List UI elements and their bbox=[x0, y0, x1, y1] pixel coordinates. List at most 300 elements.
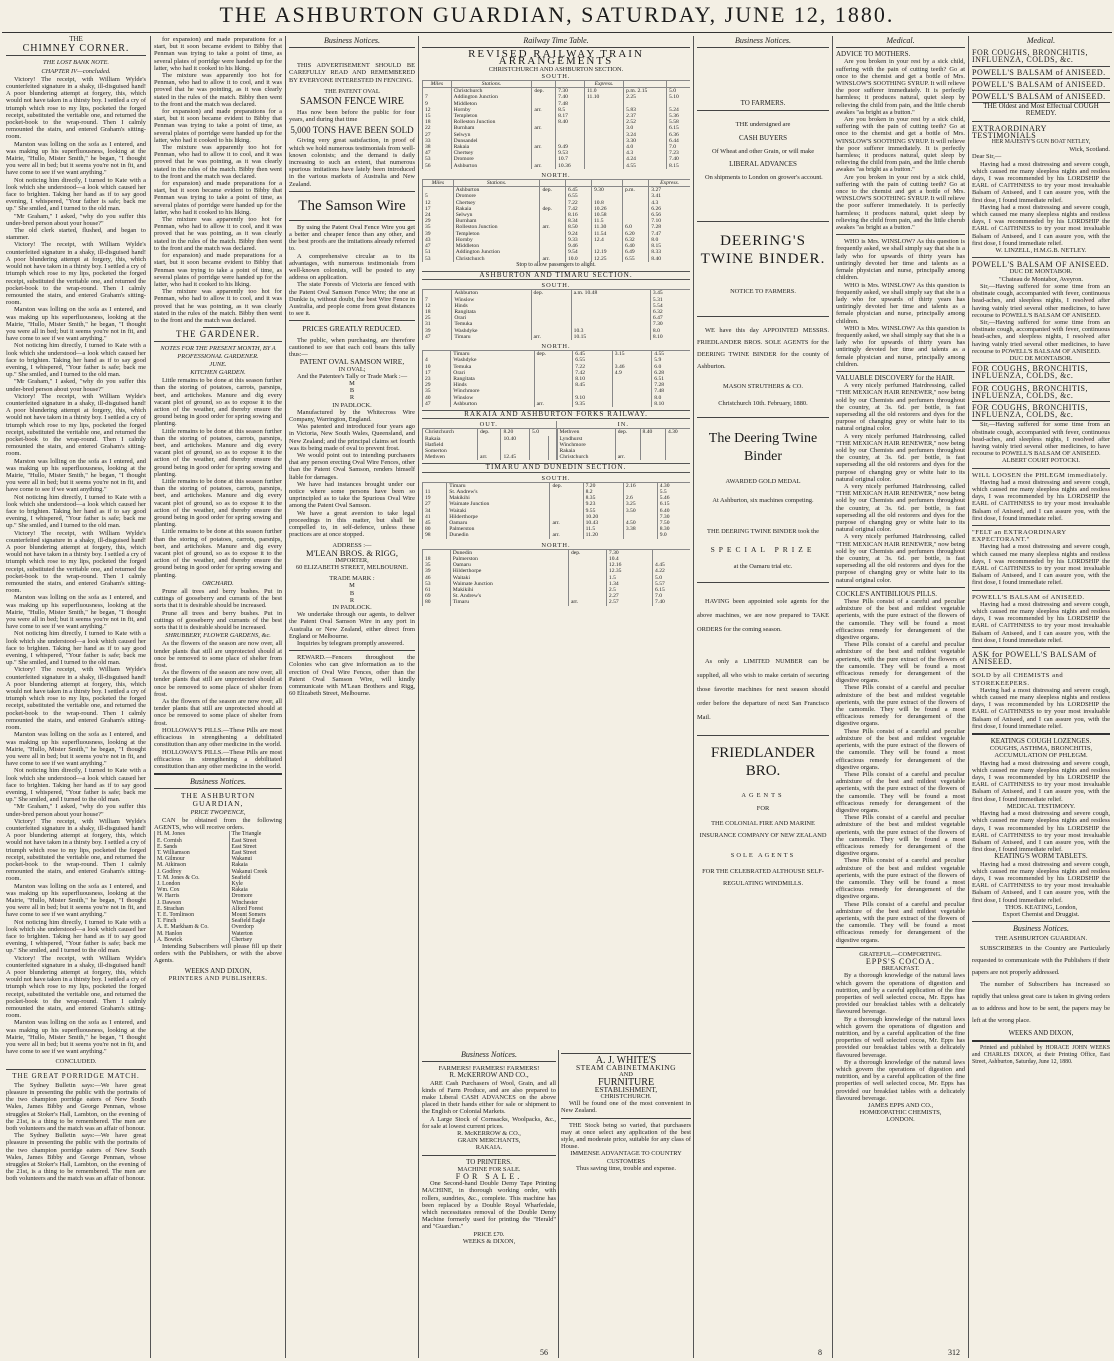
divider bbox=[972, 590, 1110, 591]
timetable-row-cell: 7.40 bbox=[653, 599, 691, 605]
samson-fence-title: SAMSON FENCE WIRE bbox=[300, 96, 404, 108]
timetable-row-cell: Addington Junction bbox=[453, 249, 540, 255]
column-gardener bbox=[154, 36, 282, 1358]
timetable-row-cell: 10 bbox=[423, 364, 451, 370]
timetable-row-cell: 6.55 bbox=[565, 193, 591, 199]
timetable-row-cell: arr. bbox=[532, 125, 556, 131]
agent-row-cell: Waterton bbox=[229, 931, 282, 937]
agent-row-cell: Mount Somers bbox=[229, 912, 282, 918]
timetable-row-cell: 8.40 bbox=[640, 429, 665, 435]
coughs-heading: FOR COUGHS, BRONCHITIS, INFLUENZA, COLDS, &c. bbox=[972, 48, 1088, 65]
powell-ad bbox=[972, 47, 1110, 66]
gunboat-line: HER MAJESTY'S GUN BOAT NETLEY, bbox=[991, 139, 1091, 146]
timetable-row-cell: 12.45 bbox=[501, 454, 530, 460]
divider bbox=[836, 947, 965, 948]
stop-note: Stop to allow passengers to alight. bbox=[516, 261, 596, 268]
timetable-row-cell: Winslow bbox=[452, 297, 531, 303]
divider bbox=[422, 1061, 556, 1062]
timetable-row-cell: 9.49 bbox=[556, 144, 585, 150]
story-paragraph: Victory! The receipt, with William Wylde's counterfeited signature in a shaky, ill-disguised hand! A poor blundering attempt at forgery, this, which would not have taken in a thirsty boy. I settled a cry of triumph which rose to my lips, pocketed the forged receipt, substituted the veritable one, and returned the pocket-book to the wrap-round. Then I calmly remounted the stairs, and entered Graham's sitting-room. bbox=[6, 529, 146, 595]
timetable-row-cell: Hornby bbox=[453, 237, 540, 243]
porridge-paragraph: for expansion) and made preparations for a start, but it soon became evident to Bibby that Penman was trying to take a point of time, as several plates of porridge were handed up for the latter, who had it cooked to his liking. bbox=[154, 180, 282, 216]
timetable-row-cell: 8.16 bbox=[565, 212, 591, 218]
timetable-row-cell: arr. bbox=[534, 401, 573, 407]
timetable-row-cell: 98 bbox=[423, 532, 447, 538]
timetable-row-cell: 10.36 bbox=[556, 163, 585, 169]
sold-heading: SOLD by all CHEMISTS and STOREKEEPERS. bbox=[972, 672, 1064, 687]
timetable-row-cell: 38 bbox=[423, 144, 452, 150]
timetable-row-cell: 6.26 bbox=[649, 206, 690, 212]
divider bbox=[697, 735, 829, 736]
agent-row-cell: T. Williamson bbox=[155, 850, 230, 856]
col-head-express: Express. bbox=[649, 180, 690, 187]
column-powell bbox=[972, 36, 1110, 1358]
importer-label: IMPORTER, bbox=[335, 556, 369, 564]
mckerrow-paragraph: ARE Cash Purchasers of Wool, Grain, and all kinds of Farm Produce, and are also prepared to make Liberal CASH ADVANCES on the above placed in their hands either for sale or shipment to the English or Colonial Markets. bbox=[422, 1079, 556, 1116]
agent-row-cell: E. Strachan bbox=[155, 906, 230, 912]
timetable-row-cell: 12.16 bbox=[606, 562, 652, 568]
timetable-row-cell: 6.51 bbox=[652, 376, 690, 382]
timetable-row-cell: 6.15 bbox=[667, 125, 691, 131]
keating-signature: Export Chemist and Druggist. bbox=[1002, 910, 1080, 918]
samson-paragraph: Has now been before the public for four years, and during that time bbox=[289, 109, 415, 124]
divider bbox=[697, 110, 829, 111]
timetable-row-cell: 11.54 bbox=[591, 231, 622, 237]
timetable-row-cell: 3.0 bbox=[624, 125, 667, 131]
timetable-row-cell: 9.30 bbox=[591, 187, 622, 194]
twine-binder-heading: TWINE BINDER. bbox=[700, 251, 826, 268]
timetable-row-cell: 8.0 bbox=[650, 328, 690, 334]
mckerrow-paragraph: A Large Stock of Cornsacks, Woolpacks, &c., for sale at lowest current prices. bbox=[422, 1115, 556, 1130]
timetable-row-cell: Hilderthorpe bbox=[447, 514, 550, 520]
timetable-row-cell: 10.43 bbox=[583, 520, 623, 526]
valuable-paragraph: A very nicely perfumed Hairdressing, called "THE MEXICAN HAIR RENEWER," now being sold by our Chemists and perfumers throughout the country, at 3s. 6d. per bottle, is fast superseding all the old restorers and dyes for the purpose of changing grey or white hair to its natural original color. bbox=[836, 533, 965, 584]
timetable-row-cell: 10.4 bbox=[606, 556, 652, 562]
agents-label: AGENTS bbox=[741, 792, 785, 800]
timetable-row-cell: arr. bbox=[615, 454, 640, 460]
timetable-row-cell: 11.5 bbox=[591, 218, 622, 224]
timetable-row-cell: St. Andrew's bbox=[450, 593, 568, 599]
timetable-row-cell: 10.20 bbox=[583, 514, 623, 520]
timetable-row-cell: 4.55 bbox=[624, 163, 667, 169]
divider bbox=[203, 327, 233, 328]
story-paragraph: Not noticing him directly, I turned to Kate with a look which she understood—a look which caused her face to brighten. Taking her hand as if to say good evening, I whispered, "Your father is safe; back me up." She smiled, and I turned to the old man. bbox=[6, 176, 146, 213]
epps-heading: EPPS'S COCOA. bbox=[865, 956, 936, 966]
timetable-row-cell: 9.55 bbox=[583, 508, 623, 514]
business-notices-label: Business Notices. bbox=[735, 36, 791, 45]
steam-heading: STEAM CABINETMAKING bbox=[575, 1063, 677, 1073]
chapter-heading: CHAPTER IV—concluded. bbox=[41, 67, 111, 75]
timetable-row-cell: Timaru bbox=[447, 483, 550, 489]
timetable-row-cell: Dromore bbox=[453, 193, 540, 199]
timetable-row-cell bbox=[548, 454, 555, 460]
who-paragraph: WHO is Mrs. WINSLOW? As this question is frequently asked, we shall simply say that she is a lady who for upwards of thirty years has untiringly devoted her time and talents as a female physician and nurse, principally among children. bbox=[836, 281, 965, 325]
timetable-row bbox=[423, 429, 556, 435]
column-mckerrow bbox=[422, 1050, 556, 1358]
guardian-price: PRICE TWOPENCE, bbox=[190, 808, 246, 816]
timetable-row-cell: Makikihi bbox=[450, 587, 568, 593]
albert-signature: ALBERT COURT POTOCKI. bbox=[1002, 457, 1080, 465]
timetable-row-cell: 3.46 bbox=[612, 364, 652, 370]
homoeopathic: HOMŒOPATHIC CHEMISTS, bbox=[859, 1109, 942, 1117]
cc-north-table bbox=[422, 180, 690, 262]
timetable-row-cell: 10.58 bbox=[591, 212, 622, 218]
epps-paragraph: By a thorough knowledge of the natural laws which govern the operations of digestion and nutrition, and by a careful application of the fine properties of well selected cocoa, Mr. Epps has provided our breakfast tables with a delicately flavoured beverage. bbox=[836, 1058, 965, 1102]
timetable-row-cell: Hinds bbox=[451, 382, 534, 388]
porridge-paragraph: for expansion) and made preparations for a start, but it soon became evident to Bibby that Penman was trying to take a point of time, as several plates of porridge were handed up for the latter, who had it cooked to his liking. bbox=[154, 252, 282, 288]
timetable-row-cell: 5.36 bbox=[667, 113, 691, 119]
ad-number: 56 bbox=[540, 1348, 548, 1357]
london-label: LONDON. bbox=[886, 1116, 915, 1124]
printed-line: Printed and published by HORACE JOHN WEEKS and CHARLES DIXON, at their Printing Office, East Street, Ashburton, Saturday, June 12, 1880. bbox=[972, 1044, 1110, 1066]
porridge-paragraph: for expansion) and made preparations for a start, but it soon became evident to Bibby that Penman was trying to take a point of time, as several plates of porridge were handed up for the latter, who had it cooked to his liking. bbox=[154, 36, 282, 72]
agent-row-cell: Seafield Eagle bbox=[229, 918, 282, 924]
story-paragraph: "Mr Graham," I asked, "why do you suffer this under-bred person about your house?" bbox=[6, 803, 146, 818]
timetable-row-cell: 4.50 bbox=[623, 520, 657, 526]
cockles-paragraph: These Pills consist of a careful and peculiar admixture of the best and mildest vegetable aperients, with the pure extract of the flowers of the camomile. They will be found a most efficacious remedy for derangement of the digestive organs. bbox=[836, 770, 965, 814]
samson-paragraph: Inquiries by telegram promptly answered. bbox=[297, 640, 405, 648]
timetable-row-cell: 10.15 bbox=[571, 334, 650, 340]
agent-row-cell: Overdorp bbox=[229, 924, 282, 930]
timetable-row-cell: 6.55 bbox=[573, 357, 613, 363]
divider bbox=[697, 417, 829, 418]
machine-heading: MACHINE FOR SALE. bbox=[457, 1165, 521, 1173]
machine-price: PRICE £70. bbox=[473, 1230, 505, 1238]
timetable-row-cell: 19 bbox=[423, 495, 447, 501]
mckerrow-signature: R. McKERROW & CO., bbox=[457, 1130, 521, 1138]
duc-paragraph: Sir,—Having suffered for some time from an obstinate cough, accompanied with fever, continuous head-aches, and sleepless nights, I resolved after having vainly tried several other medicines, to have recourse to POWELL'S BALSAM OF ANISEED. bbox=[972, 421, 1110, 458]
column-rule bbox=[285, 36, 286, 1358]
rakaia-forks-block bbox=[422, 421, 690, 460]
timetable-row-cell: 7.40 bbox=[556, 94, 585, 100]
timetable-row-cell: 41 bbox=[423, 514, 447, 520]
timetable-row-cell: 7.0 bbox=[667, 144, 691, 150]
agent-row-cell: The Triangle bbox=[229, 831, 282, 837]
immense-advantage: IMMENSE ADVANTAGE TO COUNTRY CUSTOMERS bbox=[570, 1150, 682, 1165]
timetable-row-cell: 3.41 bbox=[649, 193, 690, 199]
timetable-row-cell: 1.5 bbox=[606, 575, 652, 581]
cc-south-table bbox=[422, 81, 690, 169]
divider bbox=[289, 47, 415, 48]
liberal-advances: LIBERAL ADVANCES bbox=[729, 160, 797, 169]
powell-heading: POWELL'S BALSAM of ANISEED. bbox=[972, 593, 1085, 601]
in-padlock: IN PADLOCK. bbox=[332, 401, 372, 409]
timetable-row-cell: 18 bbox=[423, 309, 452, 315]
timetable-row-cell: arr. bbox=[550, 532, 583, 538]
gardener-paragraph: As the flowers of the season are now over, all tender plants that still are unprotected should at once be removed to some place of shelter from frost. bbox=[154, 640, 282, 670]
samson-paragraph: And the Patentee's Tally or Trade Mark :— bbox=[297, 372, 408, 380]
colonial-insurance: THE COLONIAL FIRE AND MARINE INSURANCE COMPANY OF NEW ZEALAND bbox=[699, 820, 827, 840]
timetable-row-cell: St. Andrew's bbox=[447, 489, 550, 495]
timetable-row-cell: 27 bbox=[423, 132, 452, 138]
timetable-row bbox=[557, 454, 690, 460]
timetable-row-cell: 35 bbox=[423, 562, 451, 568]
james-epps: JAMES EPPS AND CO., bbox=[867, 1102, 934, 1110]
timetable-row-cell bbox=[612, 401, 652, 407]
medical-label: Medical. bbox=[1026, 36, 1056, 45]
machine-paragraph: One Second-hand Double Demy Tape Printing MACHINE, in thorough working order, with rollers, sundries, &c., complete. This machine has been replaced by a Double Royal Wharfedale, which necessitates removal of the Double Demy Machine formerly used for printing the "Herald" and "Guardian." bbox=[422, 1180, 556, 1231]
timetable-row-cell: 9.33 bbox=[565, 237, 591, 243]
trade-mark-letter: B bbox=[349, 387, 355, 395]
north-label: NORTH. bbox=[422, 172, 690, 180]
timetable-row-cell: 7.47 bbox=[649, 231, 690, 237]
timetable-row-cell: 6.44 bbox=[667, 138, 691, 144]
timetable-row-cell: Hornby bbox=[451, 107, 532, 113]
notice-to-farmers: NOTICE TO FARMERS. bbox=[730, 288, 796, 296]
powell-heading: POWELL'S BALSAM OF ANISEED. bbox=[972, 260, 1110, 270]
who-paragraph: WHO is Mrs. WINSLOW? As this question is frequently asked, we shall simply say that she is a lady who for upwards of thirty years has untiringly devoted her time and talents as a female physician and nurse, principally among children. bbox=[836, 238, 965, 282]
timetable-row-cell: 2.25 bbox=[624, 94, 667, 100]
timetable-row-cell: 2.52 bbox=[624, 119, 667, 125]
timetable-row-cell: Hilderthorpe bbox=[450, 568, 568, 574]
number-paragraph: The number of Subscribers has increased so rapidly that unless great care is taken in giving orders as to address and how to be sent, the papers may be left at the wrong place. bbox=[972, 980, 1110, 1024]
north-label: NORTH. bbox=[422, 542, 690, 550]
timetable-row-cell: 9.23 bbox=[583, 501, 623, 507]
timetable-row-cell: Dunsandel bbox=[451, 138, 532, 144]
publishers-sub: PRINTERS AND PUBLISHERS. bbox=[168, 974, 268, 982]
timetable-row-cell: dep. bbox=[531, 290, 571, 296]
timetable-row bbox=[423, 599, 691, 605]
timetable-row-cell: Waimate Junction bbox=[447, 501, 550, 507]
testimonial-paragraph: Having had a most distressing and severe cough, which caused me many sleepless nights and restless days, I was recommended by his LORDSHIP the EARL of CAITHNESS to try your most invaluable Balsam of Aniseed, and I can assure you, with the first dose, I found immediate relief. bbox=[972, 203, 1110, 247]
friedlander-heading: FRIEDLANDER BRO. bbox=[710, 745, 816, 780]
divider bbox=[972, 257, 1110, 258]
valuable-paragraph: A very nicely perfumed Hairdressing, called "THE MEXICAN HAIR RENEWER," now being sold by our Chemists and perfumers throughout the country, at 3s. 6d. per bottle, is fast superseding all the old restorers and dyes for the purpose of changing grey or white hair to its natural original color. bbox=[836, 432, 965, 483]
timetable-row-cell: 8.10 bbox=[573, 376, 613, 382]
timetable-row-cell: 47 bbox=[423, 334, 452, 340]
story-paragraph: Marston was lolling on the sofa as I entered, and was making up his superfluousness, looking at the Mairie, "Hullo, Mister Smith," he began, "I thought you were all in bed; but it seems you're not in fit, and have come to see if we want anything." bbox=[6, 882, 146, 919]
testimonial-paragraph: Having had a most distressing and severe cough, which caused me many sleepless nights and restless days, I was recommended by his LORDSHIP the EARL of CAITHNESS to try your most invaluable Balsam of Aniseed, and I can assure you, with the first dose, I found immediate relief. bbox=[972, 160, 1110, 204]
timetable-row bbox=[557, 429, 690, 435]
holloway-paragraph: HOLLOWAY'S PILLS.—These Pills are most efficacious in strengthening a debilitated constitution than any other medicine in the world. bbox=[154, 726, 282, 749]
timetable-row-cell: 17 bbox=[423, 370, 451, 376]
timetable-row-cell: dep. bbox=[550, 483, 583, 489]
orchard-label: ORCHARD. bbox=[202, 579, 234, 587]
timetable-row-cell: 51 bbox=[423, 249, 454, 255]
timetable-row-cell: arr. bbox=[540, 224, 565, 230]
timetable-row-cell: 3.45 bbox=[650, 290, 690, 296]
at-south-table bbox=[422, 290, 690, 340]
holloway-paragraph: HOLLOWAY'S PILLS.—These Pills are most efficacious in strengthening a debilitated constitution than any other medicine in the world. bbox=[154, 748, 282, 770]
agent-row-cell: Rakaia bbox=[229, 862, 282, 868]
agents-table bbox=[154, 831, 282, 943]
timetable-label: Railway Time Table. bbox=[523, 36, 589, 45]
timetable-row bbox=[423, 88, 691, 95]
col-head-time bbox=[622, 180, 648, 187]
timetable-row-cell: 2.6 bbox=[623, 495, 657, 501]
mckerrow-name: R. McKERROW AND CO., bbox=[449, 1071, 529, 1080]
agent-row-cell: East Street bbox=[229, 838, 282, 844]
deering-twine-heading: The Deering Twine bbox=[708, 431, 818, 447]
divider bbox=[836, 587, 965, 588]
porridge-paragraph: The mixture was apparently too hot for Penman, who had to allow it to cool, and it was proved that he was pointing, as it was clearly stated in the rules of the match. Bibby then went to the front and the match was declared. bbox=[154, 288, 282, 324]
timetable-row-cell: Hinds bbox=[452, 303, 531, 309]
gardener-subtitle: NOTES FOR THE PRESENT MONTH, BY A PROFESSIONAL GARDENER. bbox=[160, 345, 276, 360]
epps-paragraph: By a thorough knowledge of the natural laws which govern the operations of digestion and nutrition, and by a careful application of the fine properties of well selected cocoa, Mr. Epps has provided our breakfast tables with a delicately flavoured beverage. bbox=[836, 1015, 965, 1059]
timetable-row-cell: Christchurch bbox=[451, 88, 532, 95]
patent-oval-label: THE PATENT OVAL bbox=[324, 87, 380, 95]
timetable-row-cell: 18 bbox=[423, 119, 452, 125]
timetable-row-cell: 7.30 bbox=[657, 514, 690, 520]
timetable-row-cell: 8.0 bbox=[649, 237, 690, 243]
timetable-row-cell: dep. bbox=[534, 351, 573, 357]
coughs-heading: FOR COUGHS, BRONCHITIS, INFLUENZA, COLDS, &c. bbox=[972, 383, 1088, 400]
timetable-row-cell: 34 bbox=[423, 508, 447, 514]
timetable-row-cell: 29 bbox=[423, 382, 451, 388]
farmers-heading: FARMERS! FARMERS! FARMERS! bbox=[438, 1065, 540, 1073]
coughs-heading: FOR COUGHS, BRONCHITIS, INFLUENZA, COLDS, &c. bbox=[972, 402, 1088, 420]
agent-row-cell: W. Harris bbox=[155, 893, 230, 899]
timetable-row-cell: 3.27 bbox=[649, 187, 690, 194]
testimonial-paragraph: Having had a most distressing and severe cough, which caused me many sleepless nights and restless days, I was recommended by his LORDSHIP the EARL of CAITHNESS to try your most invaluable Balsam of Aniseed, and I can assure you, with the first dose, I found immediate relief. bbox=[972, 759, 1110, 803]
timetable-row-cell: Rakaia bbox=[557, 448, 615, 454]
mason-struthers: MASON STRUTHERS & CO. bbox=[723, 382, 803, 390]
timetable-row-cell: 4.22 bbox=[653, 568, 691, 574]
grateful-heading: GRATEFUL—COMFORTING. bbox=[859, 950, 942, 958]
limited-paragraph: As only a LIMITED NUMBER can be supplied, all who wish to make certain of securing those favorite machines for next season should order before the departure of next San Francisco Mail. bbox=[697, 658, 829, 722]
mlean-address: 60 ELIZABETH STREET, MELBOURNE. bbox=[295, 563, 409, 571]
advice-paragraph: Are you broken in your rest by a sick child, suffering with the pain of cutting teeth? Go at once to the chemist and get a bottle of Mrs. WINSLOW'S SOOTHING SYRUP. It will relieve the poor sufferer immediately. It is perfectly harmless; it produces natural, quiet sleep by relieving the child from pain, and the little cherub awakes "as bright as a button." bbox=[836, 58, 965, 116]
sole-agents: SOLE AGENTS bbox=[730, 852, 796, 860]
agent-row-cell: Kyle bbox=[229, 881, 282, 887]
competing-line: At Ashburton, six machines competing. bbox=[712, 497, 814, 505]
timetable-row-cell: Rangitata bbox=[452, 309, 531, 315]
story-paragraph: Marston was lolling on the sofa as I entered, and was making up his superfluousness, looking at the Mairie, "Hullo, Mister Smith," he began, "I thought you were all in bed; but it seems you're not in fit, and have come to see if we want anything." bbox=[6, 594, 146, 631]
agent-row-cell: East Street bbox=[229, 844, 282, 850]
in-padlock: IN PADLOCK. bbox=[332, 604, 372, 611]
timetable-row-cell: Addington Junction bbox=[451, 94, 532, 100]
timetable-row-cell: 5 bbox=[423, 193, 454, 199]
column-chimney-corner bbox=[6, 36, 146, 1358]
timetable-row-cell: 7.20 bbox=[583, 483, 623, 489]
timetable-row-cell: Methven bbox=[423, 454, 478, 460]
timetable-row-cell: 5.10 bbox=[667, 94, 691, 100]
divider bbox=[972, 733, 1110, 735]
story-paragraph: The old clerk started, flushed, and began to stammer. bbox=[6, 227, 146, 242]
deering-heading: DEERING'S bbox=[720, 233, 806, 250]
timetable-row-cell bbox=[640, 454, 665, 460]
breakfast-heading: BREAKFAST. bbox=[881, 965, 920, 973]
timetable-row-cell: arr. bbox=[531, 334, 571, 340]
cockles-paragraph: These Pills consist of a careful and peculiar admixture of the best and mildest vegetable aperients, with the pure extract of the flowers of the camomile. They will be found a most efficacious remedy for derangement of the digestive organs. bbox=[836, 598, 965, 642]
timetable-row-cell: 12.19 bbox=[591, 249, 622, 255]
timetable-row-cell: 8.35 bbox=[583, 495, 623, 501]
timetable-row-cell: 7.28 bbox=[649, 224, 690, 230]
agent-row-cell: East Street bbox=[229, 850, 282, 856]
for-sale-heading: FOR SALE. bbox=[455, 1172, 523, 1182]
timetable-row-cell: Washdyke bbox=[451, 357, 534, 363]
agent-row-cell: M. Atkinson bbox=[155, 862, 230, 868]
mlean-name: M'LEAN BROS. & RIGG, bbox=[306, 547, 398, 558]
timetable-row-cell: 6.28 bbox=[652, 370, 690, 376]
divider bbox=[972, 1040, 1110, 1042]
trade-mark-letter: R bbox=[349, 596, 355, 604]
timetable-row bbox=[423, 532, 691, 538]
story-paragraph: Marston was lolling on the sofa as I entered, and was making up his superfluousness, looking at the Mairie, "Hullo, Mister Smith," he began, "I thought you were all in bed; but it seems you're not in fit, and have come to see if we want anything." bbox=[6, 457, 146, 494]
gardener-paragraph: Little remains to be done at this season further than the storing of potatoes, carrots, parsnips, beet, and artichokes. Manure and dig every vacant plot of ground, so as to expose it to the action of the weather, and thereby ensure the ground being in good order for spring sowing and planting. bbox=[154, 377, 282, 428]
timetable-row-cell: 47 bbox=[423, 150, 452, 156]
timetable-row-cell: 8.10 bbox=[652, 401, 690, 407]
timetable-row-cell: 6.40 bbox=[657, 508, 690, 514]
white-paragraph: THE Stock being so varied, that purchasers may at once select any application of the best style, and moderate price, suitable for any class of House. bbox=[561, 1121, 691, 1151]
powell-heading: POWELL'S BALSAM of ANISEED. bbox=[972, 92, 1106, 102]
agent-row-cell: Winchester bbox=[229, 900, 282, 906]
timetable-row-cell: 12 bbox=[423, 303, 452, 309]
timetable-row-cell: 7.23 bbox=[667, 150, 691, 156]
timetable-row-cell: arr. bbox=[540, 256, 565, 262]
column-rule bbox=[693, 36, 694, 1358]
timetable-row-cell: Orari bbox=[452, 315, 531, 321]
timetable-row-cell: Christchurch bbox=[453, 256, 540, 262]
timetable-row-cell: 6.0 bbox=[652, 364, 690, 370]
timetable-row-cell: 8.10 bbox=[650, 334, 690, 340]
timetable-row-cell: 6.45 bbox=[573, 351, 613, 357]
testimonial-paragraph: Having had a most distressing and severe cough, which caused me many sleepless nights and restless days, I was recommended by his LORDSHIP the EARL of CAITHNESS to try your most invaluable Balsam of Aniseed, and I can assure you, with the first dose, I found immediate relief. bbox=[972, 600, 1110, 644]
story-paragraph: Victory! The receipt, with William Wylde's counterfeited signature in a shaky, ill-disguised hand! A poor blundering attempt at forgery, this, which would not have taken in a thirsty boy. I settled a cry of triumph which rose to my lips, pocketed the forged receipt, substituted the veritable one, and returned the pocket-book to the wrap-round. Then I calmly remounted the stairs, and entered Graham's sitting-room. bbox=[6, 392, 146, 458]
timetable-row-cell: arr. bbox=[532, 144, 556, 150]
timetable-row-cell: 5.5 bbox=[657, 489, 690, 495]
timetable-row-cell: 5.24 bbox=[667, 107, 691, 113]
timetable-row-cell: Palmerston bbox=[447, 526, 550, 532]
agent-row-cell: Seafield bbox=[229, 875, 282, 881]
powell-ad bbox=[972, 67, 1110, 79]
timetable-row-cell: Middleton bbox=[453, 243, 540, 249]
timetable-row-cell: 12.35 bbox=[606, 568, 652, 574]
testimonial-paragraph: Having had a most distressing and severe cough, which caused me many sleepless nights and restless days, I was recommended by his LORDSHIP the EARL of CAITHNESS to try your most invaluable Balsam of Aniseed, and I can assure you, with the first dose, I found immediate relief. bbox=[972, 478, 1110, 522]
timetable-row-cell: 7.22 bbox=[565, 200, 591, 206]
porridge-paragraph: The Sydney Bulletin says:—We have great pleasure in presenting the public with the portraits of the two champion porridge eaters of New South Wales, James Bibby and George Penman, whose struggles at Stoker's Hall, Lambton, on the evening of the 21st, is a thing to be remembered. The men are both volunteers and the match was an affair of honour. bbox=[6, 1081, 146, 1133]
timetable-row-cell: 9.35 bbox=[573, 401, 613, 407]
timetable-row-cell: 8.34 bbox=[565, 218, 591, 224]
timetable-row-cell: 4 bbox=[423, 357, 451, 363]
samson-wire-title: The Samson Wire bbox=[298, 197, 406, 214]
timetable-row-cell: 8.50 bbox=[565, 224, 591, 230]
timetable-row-cell: Chertsey bbox=[453, 200, 540, 206]
timetable-row-cell: Methven bbox=[557, 429, 615, 435]
guardian-heading: THE ASHBURTON GUARDIAN. bbox=[994, 935, 1088, 943]
testimonial-paragraph: Having had a most distressing and severe cough, which caused me many sleepless nights and restless days, I was recommended by his LORDSHIP the EARL of CAITHNESS to try your most invaluable Balsam of Aniseed, and I can assure you, with the first dose, I found immediate relief. bbox=[972, 810, 1110, 854]
timetable-row-cell: 69 bbox=[423, 593, 451, 599]
timetable-row-cell: 8.33 bbox=[649, 249, 690, 255]
col-head-blank bbox=[540, 180, 565, 187]
shrubbery-label: SHRUBBERY, FLOWER GARDENS, &c. bbox=[165, 632, 271, 640]
timetable-row-cell: 6.55 bbox=[622, 256, 648, 262]
col-head-miles: Miles bbox=[423, 180, 454, 187]
rakaia-out bbox=[422, 421, 556, 460]
business-notices-label: Business Notices. bbox=[1013, 924, 1069, 934]
timetable-row-cell: 11.5 bbox=[583, 526, 623, 532]
timetable-row-cell: Christchurch bbox=[423, 429, 478, 435]
cockles-paragraph: These Pills consist of a careful and peculiar admixture of the best and mildest vegetable aperients, with the pure extract of the flowers of the camomile. They will be found a most efficacious remedy for derangement of the digestive organs. bbox=[836, 641, 965, 685]
gardener-paragraph: Prune all trees and berry bushes. Put in cuttings of gooseberry and currants of the best sorts that it is desirable should be increased. bbox=[154, 588, 282, 610]
timetable-row-cell: 2.57 bbox=[606, 599, 652, 605]
publishers-name: WEEKS AND DIXON, bbox=[184, 966, 252, 975]
divider bbox=[289, 650, 415, 651]
timetable-row-cell: 15 bbox=[423, 113, 452, 119]
timetable-row-cell: 11.20 bbox=[583, 532, 623, 538]
mckerrow-signature: RAKAIA. bbox=[475, 1144, 503, 1152]
samson-paragraph: Giving very great satisfaction, in proof of which we hold numerous testimonials from well-known colonists; and the demand is daily increasing to such an extent, that numerous spurious imitations have lately been introduced in the various markets of Australia and New Zealand. bbox=[289, 137, 415, 188]
timetable-row-cell: 7.50 bbox=[657, 520, 690, 526]
cash-buyers: CASH BUYERS bbox=[738, 133, 788, 142]
timetable-row-cell: 9.0 bbox=[657, 532, 690, 538]
appointed-paragraph: WE have this day APPOINTED MESSRS. FRIEDLANDER BROS. SOLE AGENTS for the DEERING TWINE BINDER for the county of Ashburton. bbox=[697, 326, 829, 370]
timetable-row-cell: Dunedin bbox=[450, 550, 568, 556]
wheat-line: Of Wheat and other Grain, or will make bbox=[711, 147, 815, 155]
timetable-row-cell: 33 bbox=[423, 138, 452, 144]
timetable-row-cell: Orari bbox=[451, 370, 534, 376]
agent-row-cell: Chertsey bbox=[229, 937, 282, 943]
